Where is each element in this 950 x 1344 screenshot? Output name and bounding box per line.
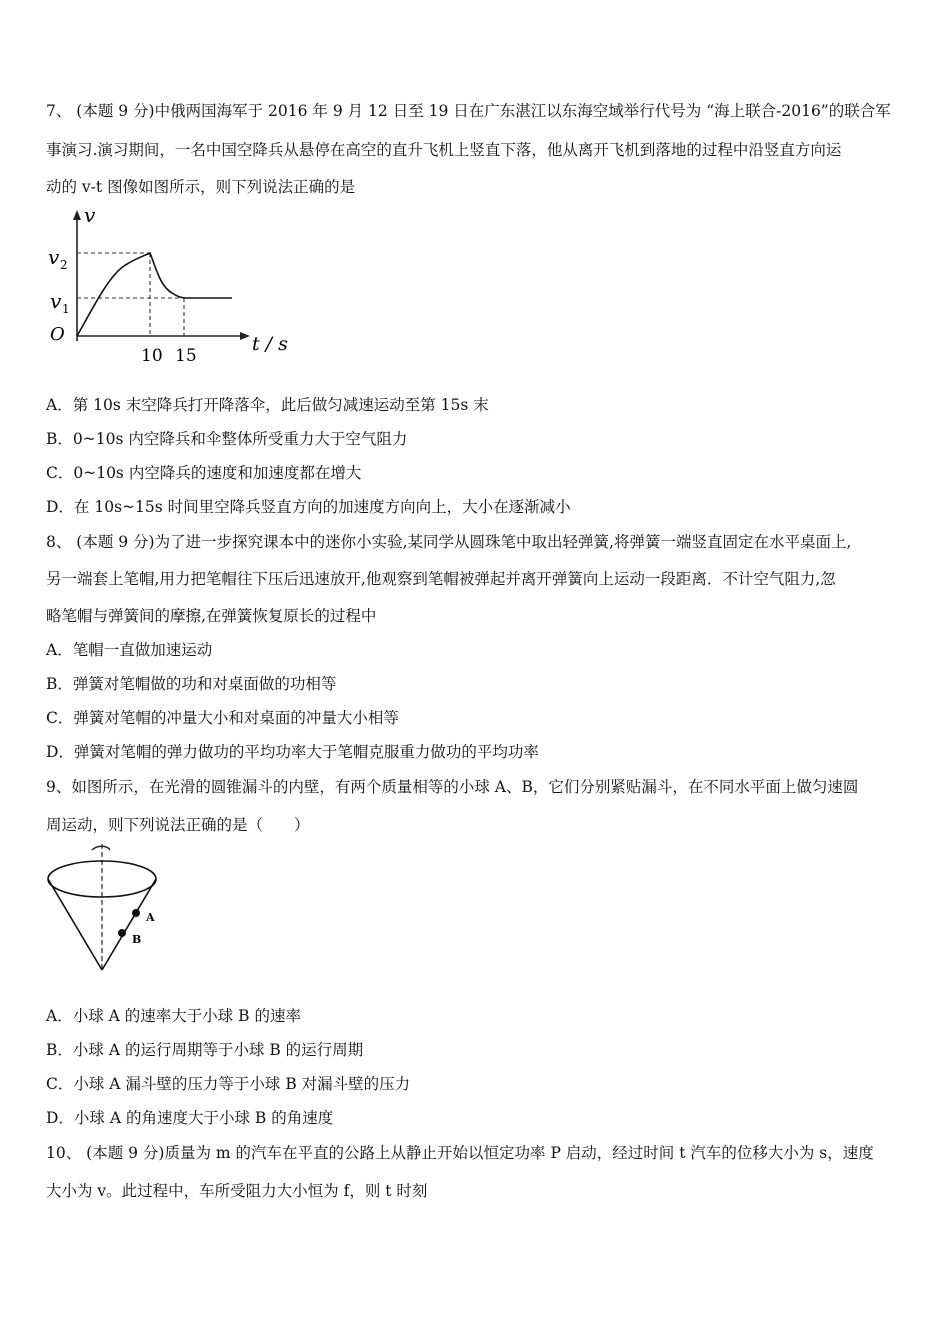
q9-option-a: A．小球 A 的速率大于小球 B 的速率	[46, 1007, 301, 1025]
v1-label: v	[50, 289, 62, 313]
ball-b-label: B	[132, 933, 142, 946]
q7-option-d: D．在 10s~15s 时间里空降兵竖直方向的加速度方向向上，大小在逐渐减小	[46, 498, 571, 516]
v1-subscript: 1	[62, 302, 70, 316]
tick-10-label: 10	[141, 346, 163, 366]
y-axis-label: v	[84, 206, 96, 227]
origin-label: O	[50, 324, 65, 345]
q9-option-b: B．小球 A 的运行周期等于小球 B 的运行周期	[46, 1041, 364, 1059]
q7-line-2: 事演习.演习期间，一名中国空降兵从悬停在高空的直升飞机上竖直下落，他从离开飞机到落地的过程中沿竖直方向运	[46, 141, 842, 159]
q8-line-3: 略笔帽与弹簧间的摩擦,在弹簧恢复原长的过程中	[46, 607, 377, 625]
ball-b	[118, 929, 126, 937]
ball-a-label: A	[146, 911, 155, 924]
vt-curve	[77, 253, 232, 336]
v2-subscript: 2	[60, 258, 68, 272]
q7-option-b: B．0~10s 内空降兵和伞整体所受重力大于空气阻力	[46, 430, 408, 448]
q9-option-d: D．小球 A 的角速度大于小球 B 的角速度	[46, 1109, 334, 1127]
q7-line-3: 动的 v-t 图像如图所示，则下列说法正确的是	[46, 178, 356, 196]
cone-figure	[44, 842, 174, 977]
q8-option-d: D．弹簧对笔帽的弹力做功的平均功率大于笔帽克服重力做功的平均功率	[46, 743, 539, 761]
vt-graph	[44, 206, 294, 371]
q7-option-c: C．0~10s 内空降兵的速度和加速度都在增大	[46, 464, 362, 482]
rotation-arrow	[92, 846, 110, 850]
tick-15-label: 15	[175, 346, 197, 366]
q8-line-2: 另一端套上笔帽,用力把笔帽往下压后迅速放开,他观察到笔帽被弹起并离开弹簧向上运动一段距离．不计空气阻力,忽	[46, 570, 836, 588]
cone-left-side	[48, 879, 102, 970]
q10-line-2: 大小为 v。此过程中，车所受阻力大小恒为 f，则 t 时刻	[46, 1182, 428, 1200]
y-axis-arrow	[73, 210, 81, 220]
q8-option-a: A．笔帽一直做加速运动	[46, 641, 213, 659]
q9-line-2: 周运动，则下列说法正确的是（ ）	[46, 816, 310, 834]
q9-option-c: C．小球 A 漏斗壁的压力等于小球 B 对漏斗壁的压力	[46, 1075, 411, 1093]
q8-option-b: B．弹簧对笔帽做的功和对桌面做的功相等	[46, 675, 337, 693]
q8-option-c: C．弹簧对笔帽的冲量大小和对桌面的冲量大小相等	[46, 709, 399, 727]
q7-line-1: 7、 (本题 9 分)中俄两国海军于 2016 年 9 月 12 日至 19 日在广东湛江以东海空域举行代号为 “海上联合-2016”的联合军	[46, 102, 891, 120]
q10-line-1: 10、 (本题 9 分)质量为 m 的汽车在平直的公路上从静止开始以恒定功率 P 启动，经过时间 t 汽车的位移大小为 s，速度	[46, 1144, 874, 1162]
x-axis-label: t / s	[252, 333, 288, 355]
cone-right-side	[102, 879, 156, 970]
x-axis-arrow	[240, 332, 250, 340]
q9-line-1: 9、如图所示，在光滑的圆锥漏斗的内壁，有两个质量相等的小球 A、B，它们分别紧贴漏斗，在不同水平面上做匀速圆	[46, 778, 859, 796]
v2-label: v	[48, 245, 60, 269]
q7-option-a: A．第 10s 末空降兵打开降落伞，此后做匀减速运动至第 15s 末	[46, 396, 489, 414]
ball-a	[132, 909, 140, 917]
q8-line-1: 8、 (本题 9 分)为了进一步探究课本中的迷你小实验,某同学从圆珠笔中取出轻弹簧,将弹簧一端竖直固定在水平桌面上,	[46, 533, 852, 551]
